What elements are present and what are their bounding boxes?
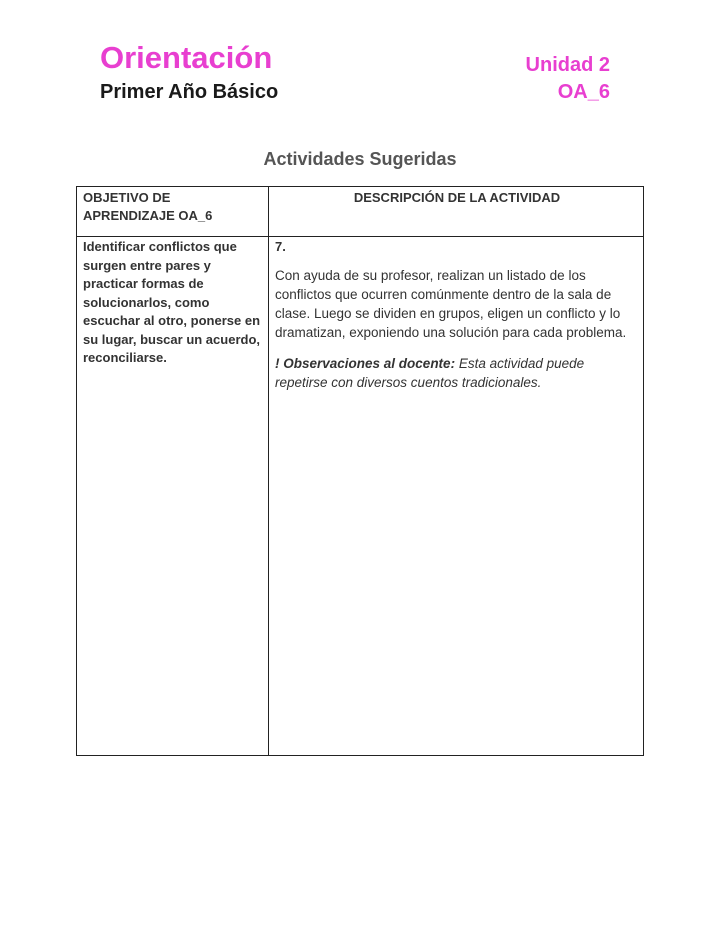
activity-table xyxy=(76,186,644,756)
unit-label: Unidad 2 xyxy=(525,54,610,76)
description-column-header: DESCRIPCIÓN DE LA ACTIVIDAD xyxy=(353,190,561,205)
grade-title: Primer Año Básico xyxy=(100,81,279,103)
activity-description-cell xyxy=(275,238,639,392)
teacher-note-text: Esta actividad puede repetirse con diversos cuentos tradicionales. xyxy=(275,356,585,390)
objective-column-header: OBJETIVO DE APRENDIZAJE OA_6 xyxy=(83,190,213,223)
subject-title: Orientación xyxy=(100,40,273,75)
column-divider xyxy=(268,187,269,755)
activity-number: 7. xyxy=(275,239,286,254)
teacher-note-label: ! Observaciones al docente: xyxy=(275,356,456,371)
section-title: Actividades Sugeridas xyxy=(263,149,457,169)
learning-objective-text: Identificar conflictos que surgen entre pares y practicar formas de solucionarlos, como escuchar al otro, ponerse en su lugar, buscar un acuerdo, reconciliarse. xyxy=(83,239,261,365)
objective-code-label: OA_6 xyxy=(557,81,610,103)
row-divider xyxy=(77,236,643,237)
activity-description: Con ayuda de su profesor, realizan un listado de los conflictos que ocurren comúnmente dentro de la sala de clase. Luego se dividen en grupos, eligen un conflicto y lo dramatizan, exponiendo una solución para cada problema. xyxy=(275,268,627,340)
teacher-note xyxy=(275,354,639,392)
